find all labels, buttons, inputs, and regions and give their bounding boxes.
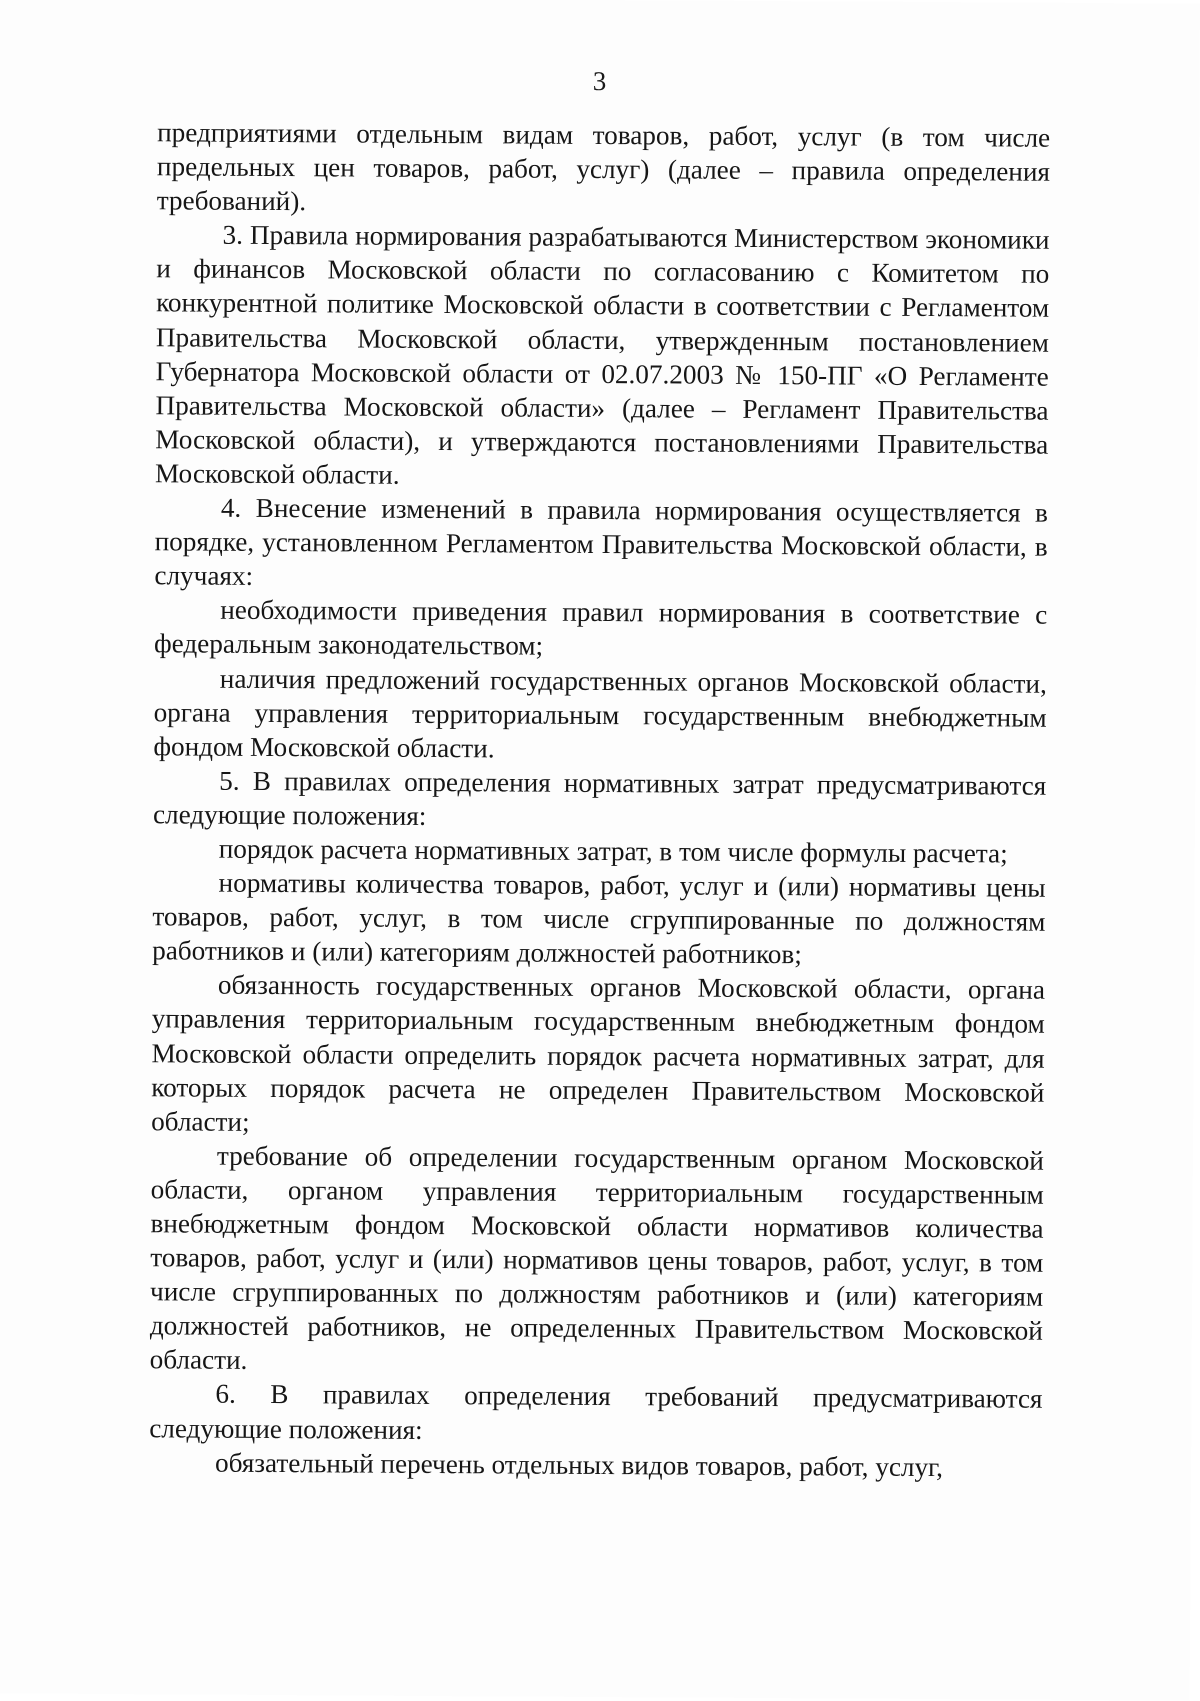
paragraph-mandatory-list: обязательный перечень отдельных видов товаров, работ, услуг, xyxy=(214,1447,944,1482)
paragraph-continuation: предприятиями отдельным видам товаров, работ, услуг (в том числе предельных цен товаров, работ, услуг) (далее – правила определения требований). xyxy=(156,117,1051,217)
paragraph-requirement: требование об определении государственным органом Московской области, органом управления территориальным государственным внебюджетным фондом Московской области нормативов количества товаров, работ, услуг и (или) нормативов цены товаров, работ, услуг, в том числе сгруппированных по должностям работников и (или) категориям должностей работников, не определенных Правительством Московской области. xyxy=(149,1140,1045,1376)
paragraph-item-6: 6. В правилах определения требований предусматриваются следующие положения: xyxy=(149,1379,1043,1445)
paragraph-calculation-order: порядок расчета нормативных затрат, в том числе формулы расчета; xyxy=(218,833,1008,869)
paragraph-case-proposals: наличия предложений государственных органов Московской области, органа управления территориальным государственным внебюджетным фондом Московской области. xyxy=(153,663,1047,764)
paragraph-case-federal-law: необходимости приведения правил нормирования в соответствие с федеральным законодательством; xyxy=(153,595,1048,662)
paragraph-item-5: 5. В правилах определения нормативных затрат предусматриваются следующие положения: xyxy=(152,765,1047,831)
page-number: 3 xyxy=(592,65,607,97)
paragraph-item-3: 3. Правила нормирования разрабатываются Министерством экономики и финансов Московской области по согласованию с Комитетом по конкурентной политике Московской области в соответствии с Регламентом Правительства Московской области, утвержденным постановлением Губернатора Московской области от 02.07.2003 № 150-ПГ «О Регламенте Правительства Московской области» (далее – Регламент Правительства Московской области), и утверждаются постановлениями Правительства Московской области. xyxy=(155,219,1050,490)
document-body xyxy=(149,115,1050,1484)
paragraph-quantity-norms: нормативы количества товаров, работ, услуг и (или) нормативы цены товаров, работ, услуг, в том числе сгруппированные по должностям работников и (или) категориям должностей работников; xyxy=(152,867,1046,970)
paragraph-item-4: 4. Внесение изменений в правила нормирования осуществляется в порядке, установленном Регламентом Правительства Московской области, в случаях: xyxy=(154,492,1048,592)
paragraph-obligation: обязанность государственных органов Московской области, органа управления территориальным государственным внебюджетным фондом Московской области определить порядок расчета нормативных затрат, для которых порядок расчета не определен Правительством Московской области; xyxy=(151,970,1046,1137)
